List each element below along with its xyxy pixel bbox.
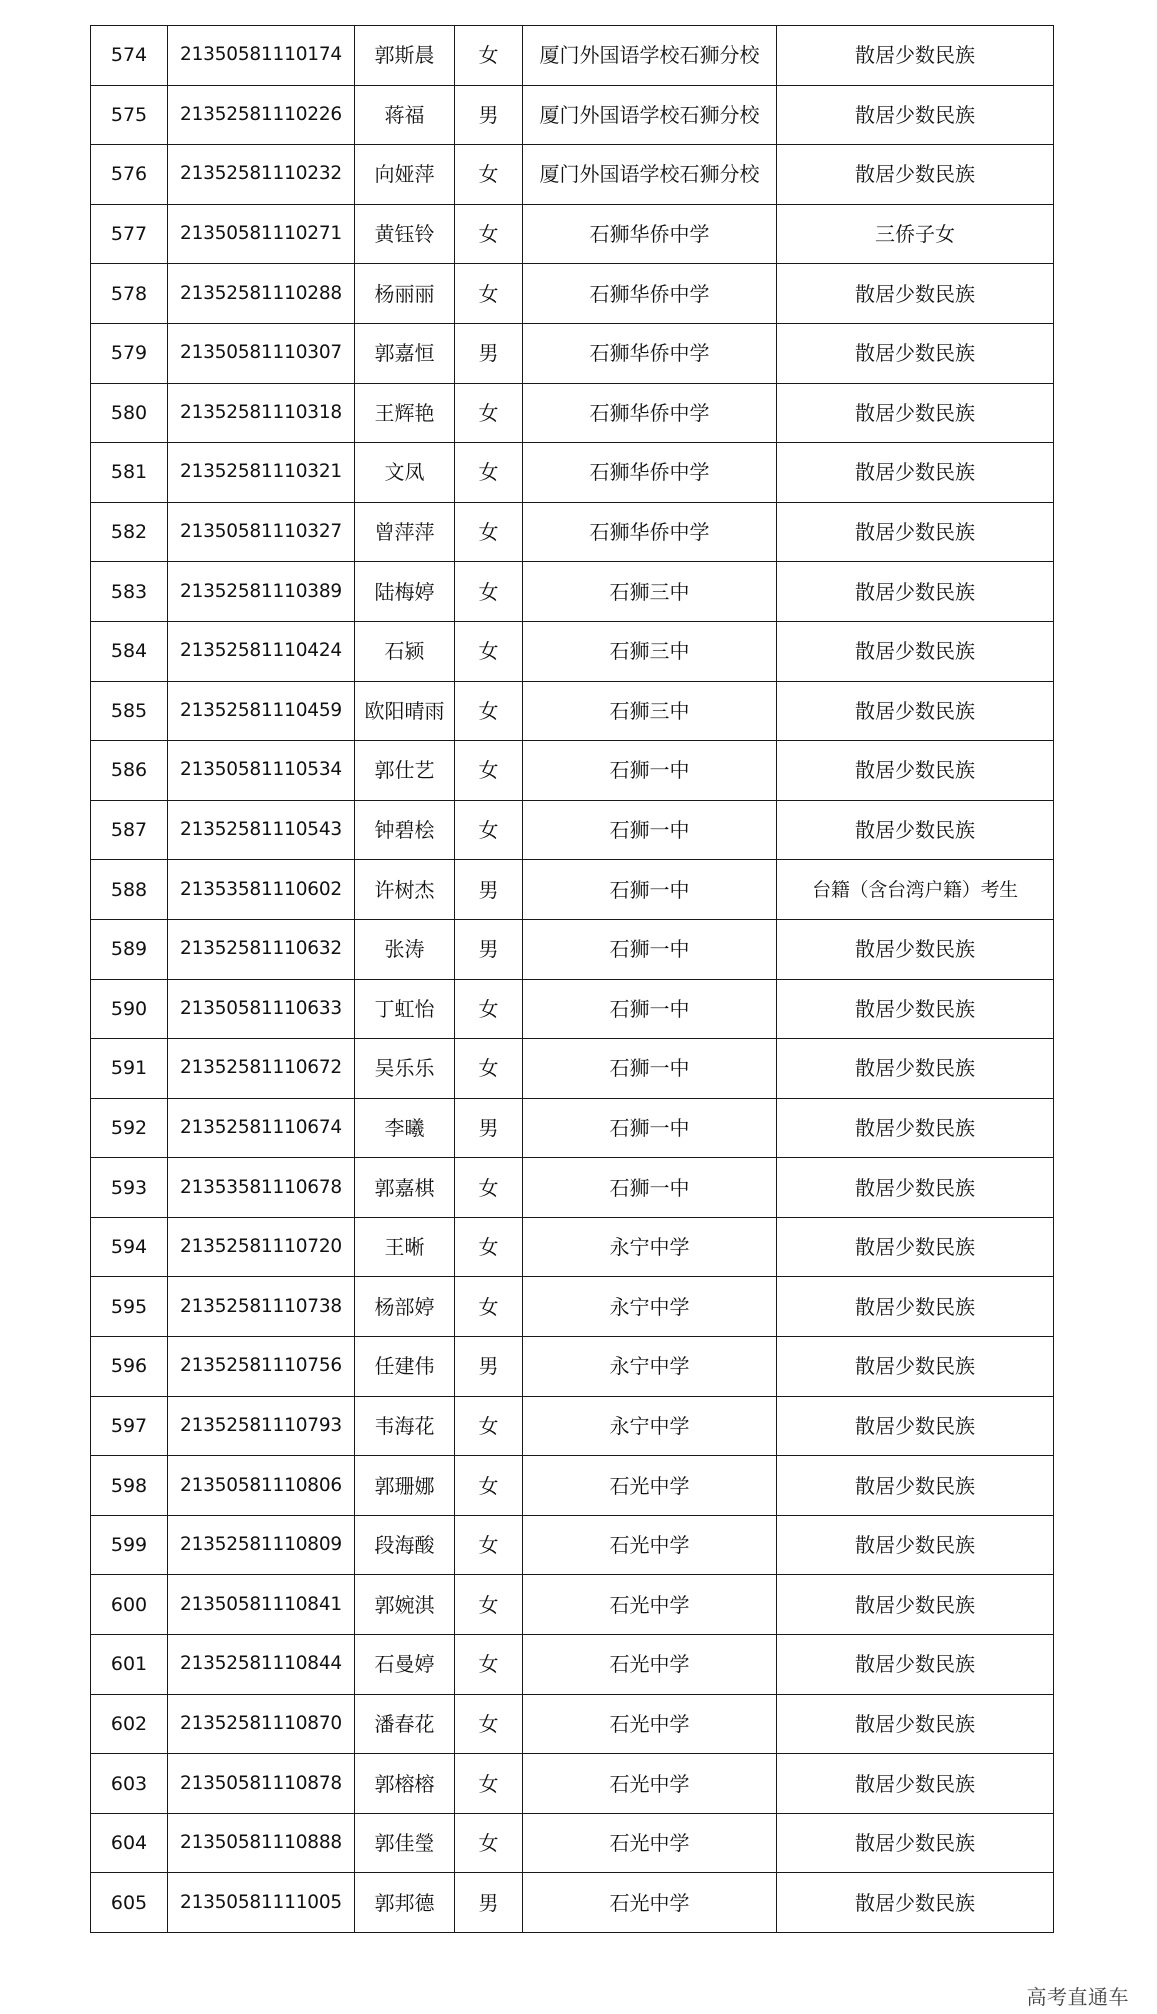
student-name-cell: 杨部婷: [355, 1277, 455, 1337]
gender-cell: 女: [455, 1217, 523, 1277]
exam-number-cell: 21352581110738: [168, 1277, 355, 1337]
gender-cell: 女: [455, 1515, 523, 1575]
watermark-text: 高考直通车: [1026, 1985, 1129, 2009]
school-cell: 永宁中学: [523, 1337, 777, 1397]
exam-number-cell: 21350581111005: [168, 1873, 355, 1933]
exam-number-cell: 21353581110678: [168, 1158, 355, 1218]
row-index-cell: 588: [91, 860, 168, 920]
category-cell: 散居少数民族: [777, 1217, 1054, 1277]
category-cell: 散居少数民族: [777, 1098, 1054, 1158]
candidate-table: [90, 25, 1054, 1933]
school-cell: 石狮一中: [523, 741, 777, 801]
gender-cell: 女: [455, 1635, 523, 1695]
category-cell: 散居少数民族: [777, 919, 1054, 979]
category-cell: 散居少数民族: [777, 1396, 1054, 1456]
category-cell: 散居少数民族: [777, 621, 1054, 681]
category-cell: 散居少数民族: [777, 1575, 1054, 1635]
gender-cell: 女: [455, 1396, 523, 1456]
exam-number-cell: 21350581110806: [168, 1456, 355, 1516]
table-row: [91, 1158, 1054, 1218]
student-name-cell: 郭珊娜: [355, 1456, 455, 1516]
student-name-cell: 郭榕榕: [355, 1754, 455, 1814]
student-name-cell: 郭佳瑩: [355, 1813, 455, 1873]
table-row: [91, 1754, 1054, 1814]
gender-cell: 女: [455, 502, 523, 562]
gender-cell: 女: [455, 1277, 523, 1337]
gender-cell: 女: [455, 979, 523, 1039]
school-cell: 石狮一中: [523, 1158, 777, 1218]
row-index-cell: 590: [91, 979, 168, 1039]
exam-number-cell: 21352581110793: [168, 1396, 355, 1456]
table-row: [91, 1873, 1054, 1933]
table-row: [91, 145, 1054, 205]
table-row: [91, 204, 1054, 264]
category-cell: 散居少数民族: [777, 1635, 1054, 1695]
exam-number-cell: 21350581110633: [168, 979, 355, 1039]
school-cell: 永宁中学: [523, 1277, 777, 1337]
school-cell: 石光中学: [523, 1694, 777, 1754]
row-index-cell: 603: [91, 1754, 168, 1814]
student-name-cell: 郭邦德: [355, 1873, 455, 1933]
exam-number-cell: 21353581110602: [168, 860, 355, 920]
table-row: [91, 383, 1054, 443]
category-cell: 散居少数民族: [777, 85, 1054, 145]
row-index-cell: 602: [91, 1694, 168, 1754]
gender-cell: 女: [455, 1575, 523, 1635]
school-cell: 石狮一中: [523, 1039, 777, 1099]
category-cell: 散居少数民族: [777, 1456, 1054, 1516]
row-index-cell: 581: [91, 443, 168, 503]
table-row: [91, 1515, 1054, 1575]
table-row: [91, 1456, 1054, 1516]
gender-cell: 男: [455, 1873, 523, 1933]
category-cell: 散居少数民族: [777, 1337, 1054, 1397]
table-body: [91, 26, 1054, 1933]
student-name-cell: 张涛: [355, 919, 455, 979]
student-name-cell: 钟碧桧: [355, 800, 455, 860]
table-row: [91, 1396, 1054, 1456]
school-cell: 石狮一中: [523, 1098, 777, 1158]
table-row: [91, 264, 1054, 324]
category-cell: 散居少数民族: [777, 264, 1054, 324]
row-index-cell: 586: [91, 741, 168, 801]
student-name-cell: 许树杰: [355, 860, 455, 920]
gender-cell: 男: [455, 323, 523, 383]
school-cell: 石光中学: [523, 1754, 777, 1814]
student-name-cell: 向娅萍: [355, 145, 455, 205]
exam-number-cell: 21350581110534: [168, 741, 355, 801]
category-cell: 散居少数民族: [777, 562, 1054, 622]
exam-number-cell: 21352581110844: [168, 1635, 355, 1695]
school-cell: 石狮三中: [523, 562, 777, 622]
row-index-cell: 579: [91, 323, 168, 383]
exam-number-cell: 21352581110672: [168, 1039, 355, 1099]
student-name-cell: 潘春花: [355, 1694, 455, 1754]
gender-cell: 女: [455, 1694, 523, 1754]
category-cell: 台籍（含台湾户籍）考生: [777, 860, 1054, 920]
student-name-cell: 郭仕艺: [355, 741, 455, 801]
student-name-cell: 任建伟: [355, 1337, 455, 1397]
school-cell: 石狮一中: [523, 800, 777, 860]
student-name-cell: 陆梅婷: [355, 562, 455, 622]
row-index-cell: 591: [91, 1039, 168, 1099]
table-row: [91, 26, 1054, 86]
row-index-cell: 587: [91, 800, 168, 860]
exam-number-cell: 21350581110878: [168, 1754, 355, 1814]
row-index-cell: 599: [91, 1515, 168, 1575]
school-cell: 石光中学: [523, 1813, 777, 1873]
row-index-cell: 597: [91, 1396, 168, 1456]
category-cell: 散居少数民族: [777, 1277, 1054, 1337]
table-row: [91, 800, 1054, 860]
school-cell: 厦门外国语学校石狮分校: [523, 26, 777, 86]
gender-cell: 女: [455, 621, 523, 681]
table-row: [91, 1337, 1054, 1397]
gender-cell: 女: [455, 1456, 523, 1516]
category-cell: 散居少数民族: [777, 323, 1054, 383]
category-cell: 散居少数民族: [777, 1694, 1054, 1754]
category-cell: 三侨子女: [777, 204, 1054, 264]
exam-number-cell: 21352581110809: [168, 1515, 355, 1575]
row-index-cell: 583: [91, 562, 168, 622]
school-cell: 永宁中学: [523, 1396, 777, 1456]
gender-cell: 女: [455, 26, 523, 86]
school-cell: 石光中学: [523, 1873, 777, 1933]
student-name-cell: 蒋福: [355, 85, 455, 145]
row-index-cell: 577: [91, 204, 168, 264]
table-row: [91, 1277, 1054, 1337]
table-row: [91, 1635, 1054, 1695]
gender-cell: 男: [455, 85, 523, 145]
category-cell: 散居少数民族: [777, 145, 1054, 205]
exam-number-cell: 21350581110271: [168, 204, 355, 264]
school-cell: 石狮华侨中学: [523, 204, 777, 264]
row-index-cell: 604: [91, 1813, 168, 1873]
gender-cell: 男: [455, 1098, 523, 1158]
category-cell: 散居少数民族: [777, 1158, 1054, 1218]
category-cell: 散居少数民族: [777, 502, 1054, 562]
gender-cell: 女: [455, 1039, 523, 1099]
exam-number-cell: 21350581110307: [168, 323, 355, 383]
gender-cell: 女: [455, 145, 523, 205]
exam-number-cell: 21350581110174: [168, 26, 355, 86]
category-cell: 散居少数民族: [777, 741, 1054, 801]
student-name-cell: 李曦: [355, 1098, 455, 1158]
category-cell: 散居少数民族: [777, 443, 1054, 503]
table-row: [91, 85, 1054, 145]
table-row: [91, 1694, 1054, 1754]
exam-number-cell: 21352581110424: [168, 621, 355, 681]
gender-cell: 女: [455, 681, 523, 741]
school-cell: 永宁中学: [523, 1217, 777, 1277]
gender-cell: 男: [455, 860, 523, 920]
school-cell: 石光中学: [523, 1575, 777, 1635]
gender-cell: 男: [455, 919, 523, 979]
gender-cell: 女: [455, 562, 523, 622]
row-index-cell: 605: [91, 1873, 168, 1933]
school-cell: 石光中学: [523, 1635, 777, 1695]
exam-number-cell: 21352581110226: [168, 85, 355, 145]
table-row: [91, 562, 1054, 622]
row-index-cell: 593: [91, 1158, 168, 1218]
exam-number-cell: 21352581110870: [168, 1694, 355, 1754]
school-cell: 厦门外国语学校石狮分校: [523, 85, 777, 145]
table-row: [91, 741, 1054, 801]
category-cell: 散居少数民族: [777, 1873, 1054, 1933]
school-cell: 石狮华侨中学: [523, 323, 777, 383]
category-cell: 散居少数民族: [777, 1515, 1054, 1575]
table-row: [91, 502, 1054, 562]
row-index-cell: 598: [91, 1456, 168, 1516]
gender-cell: 女: [455, 264, 523, 324]
exam-number-cell: 21352581110632: [168, 919, 355, 979]
row-index-cell: 578: [91, 264, 168, 324]
gender-cell: 女: [455, 1813, 523, 1873]
student-name-cell: 王晰: [355, 1217, 455, 1277]
category-cell: 散居少数民族: [777, 1813, 1054, 1873]
category-cell: 散居少数民族: [777, 1754, 1054, 1814]
row-index-cell: 580: [91, 383, 168, 443]
exam-number-cell: 21350581110888: [168, 1813, 355, 1873]
row-index-cell: 584: [91, 621, 168, 681]
school-cell: 厦门外国语学校石狮分校: [523, 145, 777, 205]
student-name-cell: 欧阳晴雨: [355, 681, 455, 741]
exam-number-cell: 21352581110321: [168, 443, 355, 503]
school-cell: 石狮三中: [523, 621, 777, 681]
school-cell: 石狮华侨中学: [523, 443, 777, 503]
row-index-cell: 596: [91, 1337, 168, 1397]
student-name-cell: 王辉艳: [355, 383, 455, 443]
gender-cell: 女: [455, 800, 523, 860]
student-name-cell: 段海酸: [355, 1515, 455, 1575]
student-name-cell: 郭嘉棋: [355, 1158, 455, 1218]
student-name-cell: 石颍: [355, 621, 455, 681]
student-name-cell: 文凤: [355, 443, 455, 503]
exam-number-cell: 21352581110543: [168, 800, 355, 860]
school-cell: 石狮一中: [523, 919, 777, 979]
exam-number-cell: 21352581110232: [168, 145, 355, 205]
table-row: [91, 1813, 1054, 1873]
student-name-cell: 韦海花: [355, 1396, 455, 1456]
student-name-cell: 郭嘉恒: [355, 323, 455, 383]
exam-number-cell: 21352581110318: [168, 383, 355, 443]
table-row: [91, 919, 1054, 979]
gender-cell: 女: [455, 741, 523, 801]
table-row: [91, 1098, 1054, 1158]
gender-cell: 女: [455, 204, 523, 264]
table-row: [91, 860, 1054, 920]
exam-number-cell: 21352581110459: [168, 681, 355, 741]
school-cell: 石狮一中: [523, 860, 777, 920]
gender-cell: 女: [455, 1158, 523, 1218]
exam-number-cell: 21352581110389: [168, 562, 355, 622]
school-cell: 石狮华侨中学: [523, 502, 777, 562]
school-cell: 石狮华侨中学: [523, 264, 777, 324]
student-name-cell: 郭婉淇: [355, 1575, 455, 1635]
category-cell: 散居少数民族: [777, 800, 1054, 860]
school-cell: 石狮三中: [523, 681, 777, 741]
exam-number-cell: 21352581110674: [168, 1098, 355, 1158]
row-index-cell: 601: [91, 1635, 168, 1695]
row-index-cell: 585: [91, 681, 168, 741]
student-name-cell: 郭斯晨: [355, 26, 455, 86]
school-cell: 石狮一中: [523, 979, 777, 1039]
table-row: [91, 323, 1054, 383]
table-row: [91, 621, 1054, 681]
row-index-cell: 600: [91, 1575, 168, 1635]
category-cell: 散居少数民族: [777, 1039, 1054, 1099]
row-index-cell: 574: [91, 26, 168, 86]
category-cell: 散居少数民族: [777, 26, 1054, 86]
category-cell: 散居少数民族: [777, 383, 1054, 443]
row-index-cell: 595: [91, 1277, 168, 1337]
row-index-cell: 575: [91, 85, 168, 145]
gender-cell: 女: [455, 1754, 523, 1814]
row-index-cell: 592: [91, 1098, 168, 1158]
row-index-cell: 576: [91, 145, 168, 205]
exam-number-cell: 21350581110327: [168, 502, 355, 562]
student-name-cell: 曾萍萍: [355, 502, 455, 562]
gender-cell: 女: [455, 443, 523, 503]
exam-number-cell: 21352581110720: [168, 1217, 355, 1277]
exam-number-cell: 21352581110756: [168, 1337, 355, 1397]
category-cell: 散居少数民族: [777, 979, 1054, 1039]
table-row: [91, 979, 1054, 1039]
student-name-cell: 丁虹怡: [355, 979, 455, 1039]
student-name-cell: 吴乐乐: [355, 1039, 455, 1099]
table-row: [91, 1217, 1054, 1277]
exam-number-cell: 21352581110288: [168, 264, 355, 324]
gender-cell: 男: [455, 1337, 523, 1397]
row-index-cell: 582: [91, 502, 168, 562]
gender-cell: 女: [455, 383, 523, 443]
table-row: [91, 1575, 1054, 1635]
school-cell: 石狮华侨中学: [523, 383, 777, 443]
school-cell: 石光中学: [523, 1456, 777, 1516]
table-row: [91, 681, 1054, 741]
student-name-cell: 黄钰铃: [355, 204, 455, 264]
student-name-cell: 杨丽丽: [355, 264, 455, 324]
student-name-cell: 石曼婷: [355, 1635, 455, 1695]
row-index-cell: 594: [91, 1217, 168, 1277]
category-cell: 散居少数民族: [777, 681, 1054, 741]
table-row: [91, 1039, 1054, 1099]
exam-number-cell: 21350581110841: [168, 1575, 355, 1635]
table-row: [91, 443, 1054, 503]
school-cell: 石光中学: [523, 1515, 777, 1575]
row-index-cell: 589: [91, 919, 168, 979]
